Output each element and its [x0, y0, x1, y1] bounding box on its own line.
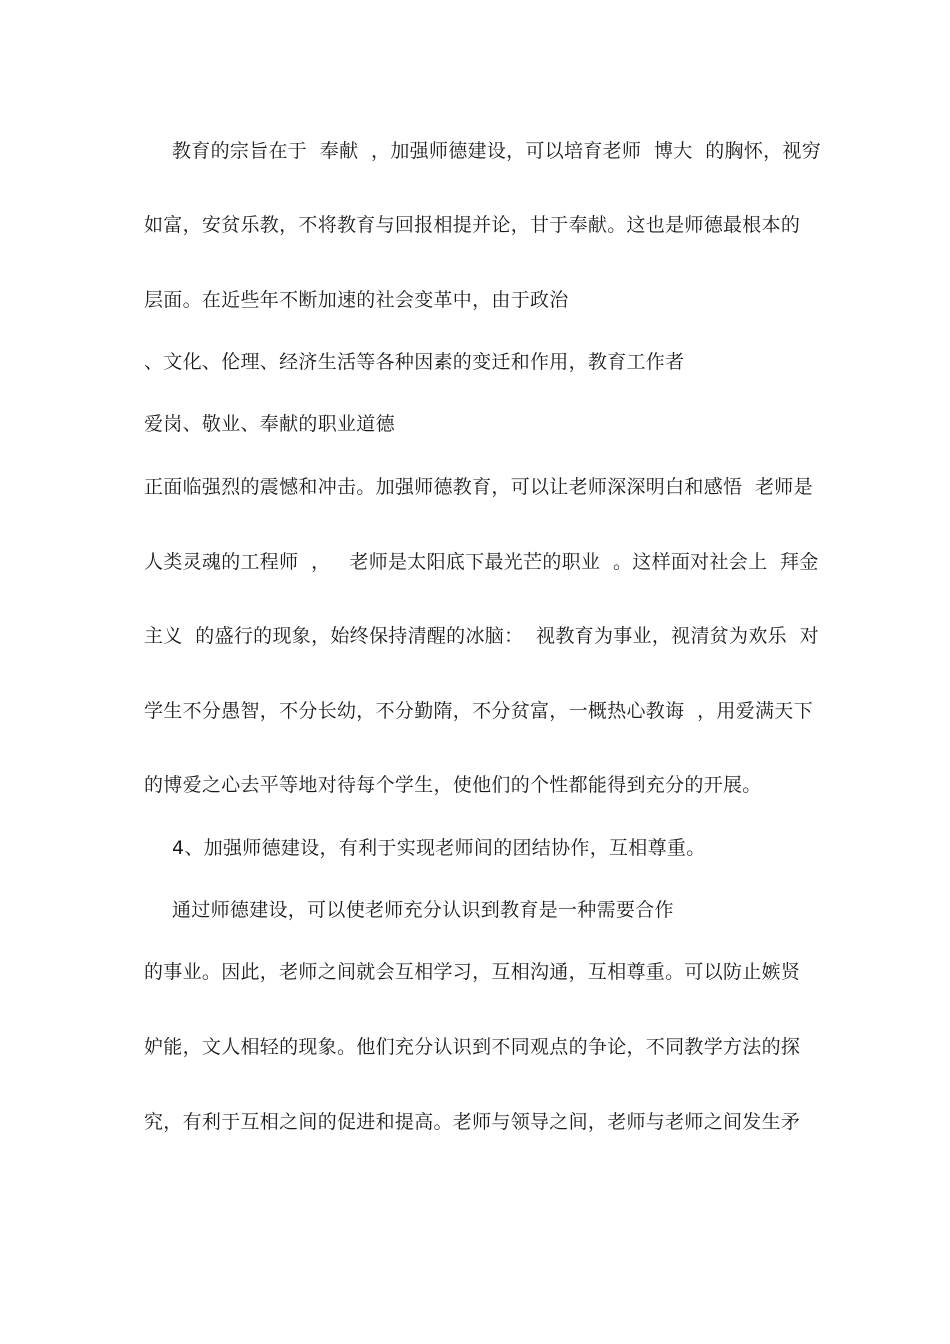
text-line: 教育的宗旨在于 奉献 ，加强师德建设，可以培育老师 博大 的胸怀，视穷: [172, 140, 822, 162]
text-line: 正面临强烈的震憾和冲击。加强师德教育，可以让老师深深明白和感悟 老师是: [144, 476, 813, 498]
text-line: 人类灵魂的工程师 ， 老师是太阳底下最光芒的职业 。这样面对社会上 拜金: [144, 551, 819, 573]
text-line: 层面。在近些年不断加速的社会变革中，由于政治: [144, 289, 569, 311]
text-line: 的博爱之心去平等地对待每个学生，使他们的个性都能得到充分的开展。: [144, 774, 762, 796]
text-line: 主义 的盛行的现象，始终保持清醒的冰脑： 视教育为事业，视清贫为欢乐 对: [144, 625, 819, 647]
text-line: 、文化、伦理、经济生活等各种因素的变迁和作用，教育工作者: [144, 351, 685, 373]
text-line: 究，有利于互相之间的促进和提高。老师与领导之间，老师与老师之间发生矛: [144, 1111, 801, 1133]
text-line: 爱岗、敬业、奉献的职业道德: [144, 413, 395, 435]
text-line: 妒能，文人相轻的现象。他们充分认识到不同观点的争论，不同教学方法的探: [144, 1036, 801, 1058]
text-line: 如富，安贫乐教，不将教育与回报相提并论，甘于奉献。这也是师德最根本的: [144, 214, 801, 236]
text-line: 学生不分愚智，不分长幼，不分勤隋，不分贫富，一概热心教诲 ，用爱满天下: [144, 700, 813, 722]
text-line: 通过师德建设，可以使老师充分认识到教育是一种需要合作: [172, 899, 674, 921]
section-heading: 4、加强师德建设，有利于实现老师间的团结协作，互相尊重。: [172, 837, 706, 859]
text-line: 的事业。因此，老师之间就会互相学习，互相沟通，互相尊重。可以防止嫉贤: [144, 961, 801, 983]
